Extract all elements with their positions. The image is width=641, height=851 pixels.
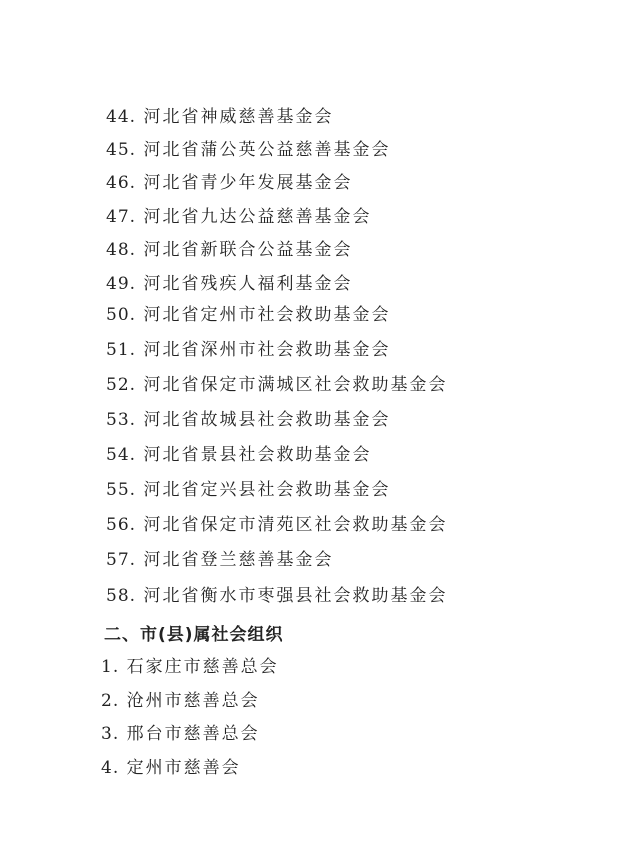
item-name: 河北省定兴县社会救助基金会 [143, 480, 391, 500]
item-name: 河北省蒲公英公益慈善基金会 [143, 140, 391, 160]
item-name: 河北省新联合公益基金会 [143, 240, 353, 260]
item-number: 2. [101, 691, 120, 711]
item-number: 44. [106, 107, 137, 127]
item-name: 河北省衡水市枣强县社会救助基金会 [143, 586, 448, 606]
item-name: 河北省定州市社会救助基金会 [143, 305, 391, 325]
item-name: 沧州市慈善总会 [126, 691, 260, 711]
item-name: 河北省九达公益慈善基金会 [143, 207, 372, 227]
list-item [106, 339, 390, 361]
item-number: 45. [106, 140, 137, 160]
item-number: 1. [101, 657, 120, 677]
item-number: 57. [106, 550, 137, 570]
list-item [106, 479, 390, 501]
item-name: 邢台市慈善总会 [126, 724, 260, 744]
item-number: 47. [106, 207, 137, 227]
item-number: 52. [106, 375, 137, 395]
list-item [106, 239, 352, 261]
item-number: 46. [106, 173, 137, 193]
item-name: 河北省景县社会救助基金会 [143, 445, 372, 465]
item-name: 河北省残疾人福利基金会 [143, 274, 353, 294]
list-item [106, 374, 447, 396]
list-item [106, 304, 390, 326]
list-item [106, 444, 371, 466]
item-number: 3. [101, 724, 120, 744]
list-item [106, 514, 447, 536]
list-item [101, 656, 279, 678]
item-number: 48. [106, 240, 137, 260]
list-item [106, 273, 352, 295]
item-number: 54. [106, 445, 137, 465]
item-name: 河北省青少年发展基金会 [143, 173, 353, 193]
item-number: 58. [106, 586, 137, 606]
item-number: 50. [106, 305, 137, 325]
item-number: 56. [106, 515, 137, 535]
list-item [106, 172, 352, 194]
item-name: 河北省故城县社会救助基金会 [143, 410, 391, 430]
item-number: 4. [101, 758, 120, 778]
list-item [101, 757, 241, 779]
list-item [106, 206, 371, 228]
list-item [106, 139, 390, 161]
list-item [101, 723, 260, 745]
item-number: 51. [106, 340, 137, 360]
item-number: 55. [106, 480, 137, 500]
section-heading: 二、市(县)属社会组织 [104, 625, 284, 645]
item-name: 定州市慈善会 [126, 758, 241, 778]
item-name: 河北省神威慈善基金会 [143, 107, 334, 127]
item-number: 49. [106, 274, 137, 294]
item-name: 河北省保定市满城区社会救助基金会 [143, 375, 448, 395]
list-item [106, 549, 333, 571]
list-item [106, 585, 447, 607]
item-name: 石家庄市慈善总会 [126, 657, 279, 677]
item-name: 河北省登兰慈善基金会 [143, 550, 334, 570]
list-item [106, 106, 333, 128]
list-item [101, 690, 260, 712]
item-name: 河北省保定市清苑区社会救助基金会 [143, 515, 448, 535]
list-item [106, 409, 390, 431]
item-number: 53. [106, 410, 137, 430]
item-name: 河北省深州市社会救助基金会 [143, 340, 391, 360]
